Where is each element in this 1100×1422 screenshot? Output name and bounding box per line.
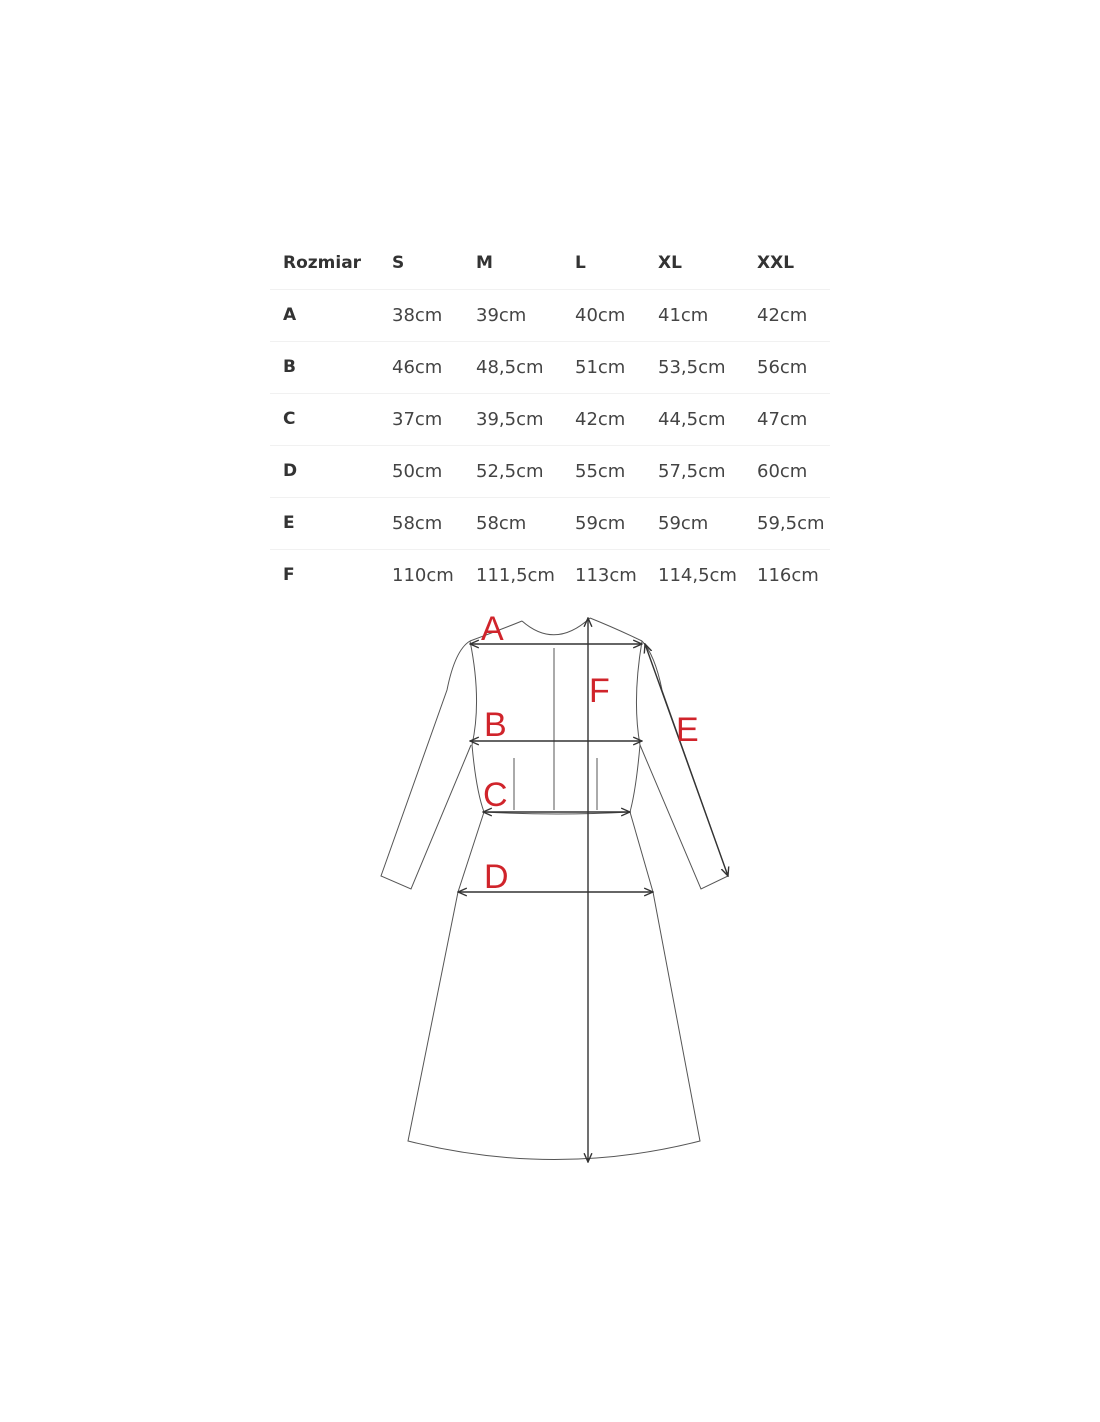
table-cell: 58cm [476, 513, 527, 534]
header-size-m: M [476, 253, 493, 273]
table-cell: 37cm [392, 409, 443, 430]
table-cell: 46cm [392, 357, 443, 378]
row-label: F [283, 565, 295, 585]
table-cell: 114,5cm [658, 565, 737, 586]
label-a: A [481, 610, 504, 648]
label-f: F [589, 672, 610, 710]
table-cell: 59,5cm [757, 513, 825, 534]
table-cell: 116cm [757, 565, 819, 586]
measurement-labels [481, 610, 699, 896]
table-cell: 47cm [757, 409, 808, 430]
skirt-outline [408, 812, 700, 1160]
table-cell: 52,5cm [476, 461, 544, 482]
table-cell: 110cm [392, 565, 454, 586]
arrow-e [645, 644, 728, 876]
row-label: E [283, 513, 295, 533]
label-b: B [484, 706, 507, 744]
header-size-xxl: XXL [757, 253, 795, 273]
table-cell: 38cm [392, 305, 443, 326]
table-cell: 58cm [392, 513, 443, 534]
table-cell: 113cm [575, 565, 637, 586]
table-cell: 55cm [575, 461, 626, 482]
table-cell: 44,5cm [658, 409, 726, 430]
label-e: E [676, 711, 699, 749]
neckline [522, 618, 590, 635]
header-size-s: S [392, 253, 405, 273]
table-cell: 48,5cm [476, 357, 544, 378]
table-cell: 59cm [658, 513, 709, 534]
table-cell: 57,5cm [658, 461, 726, 482]
table-cell: 56cm [757, 357, 808, 378]
table-cell: 42cm [757, 305, 808, 326]
table-cell: 39,5cm [476, 409, 544, 430]
table-cell: 39cm [476, 305, 527, 326]
header-size-xl: XL [658, 253, 682, 273]
header-rozmiar: Rozmiar [283, 253, 362, 273]
bodice-right [630, 641, 642, 812]
table-cell: 50cm [392, 461, 443, 482]
table-cell: 40cm [575, 305, 626, 326]
row-label: A [283, 305, 297, 325]
header-size-l: L [575, 253, 586, 273]
table-cell: 53,5cm [658, 357, 726, 378]
bodice-left [470, 641, 484, 812]
label-c: C [483, 776, 508, 814]
table-cell: 111,5cm [476, 565, 555, 586]
table-cell: 42cm [575, 409, 626, 430]
label-d: D [484, 858, 509, 896]
row-label: C [283, 409, 296, 429]
row-label: B [283, 357, 296, 377]
row-label: D [283, 461, 298, 481]
left-sleeve [381, 641, 471, 889]
table-cell: 60cm [757, 461, 808, 482]
dress-outline [381, 618, 728, 1160]
right-sleeve [640, 641, 728, 889]
table-cell: 51cm [575, 357, 626, 378]
table-cell: 41cm [658, 305, 709, 326]
table-cell: 59cm [575, 513, 626, 534]
